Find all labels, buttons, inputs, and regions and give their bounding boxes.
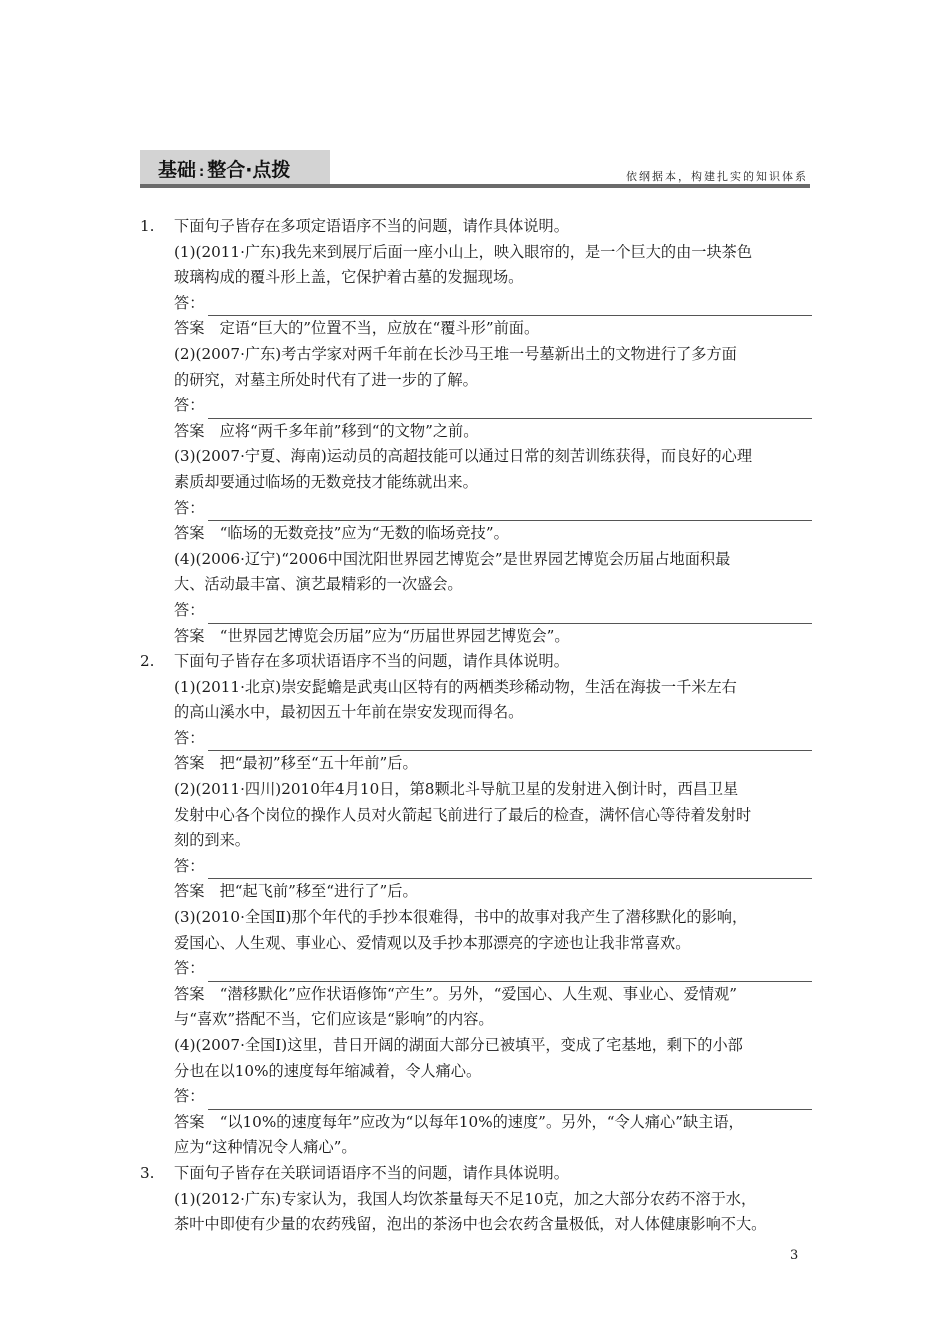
question-stem-line	[140, 214, 820, 240]
question-number: 1.	[140, 217, 155, 235]
section-tagline: 依纲据本，构建扎实的知识体系	[626, 170, 808, 183]
answer-key-line: 答案 “世界园艺博览会历届”应为“历届世界园艺博览会”。	[174, 626, 570, 645]
answer-field-row	[140, 726, 820, 752]
question-stem: 下面句子皆存在关联词语语序不当的问题，请作具体说明。	[174, 1163, 569, 1182]
answer-field-row	[140, 854, 820, 880]
answer-key-line: 答案 “以10%的速度每年”应改为“以每年10%的速度”。另外，“令人痛心”缺主语，	[174, 1112, 744, 1131]
sub-question-line: (4)(2007·全国Ⅰ)这里，昔日开阔的湖面大部分已被填平，变成了宅基地，剩下的小部	[174, 1036, 743, 1054]
answer-prompt: 答：	[174, 293, 205, 312]
section-title-part2: 整合·点拨	[207, 159, 291, 181]
answer-prompt: 答：	[174, 396, 205, 415]
answer-blank-line[interactable]	[208, 503, 812, 521]
answer-key-line: 答案 把“最初”移至“五十年前”后。	[174, 754, 418, 773]
answer-key-line: 答案 应将“两千多年前”移到“的文物”之前。	[174, 421, 479, 440]
answer-key-line: 答案 把“起飞前”移至“进行了”后。	[174, 882, 418, 901]
question-block	[140, 649, 820, 1161]
question-stem-line	[140, 1161, 820, 1187]
answer-prompt: 答：	[174, 1087, 205, 1106]
answer-blank-line[interactable]	[208, 1092, 812, 1110]
question-block	[140, 1161, 820, 1238]
question-stem-line	[140, 649, 820, 675]
answer-key-line: 答案 “临场的无数竞技”应为“无数的临场竞技”。	[174, 524, 509, 543]
exercise-content	[140, 214, 820, 1238]
section-title	[158, 155, 290, 182]
answer-blank-line[interactable]	[208, 861, 812, 879]
answer-key-line: 答案 “潜移默化”应作状语修饰“产生”。另外，“爱国心、人生观、事业心、爱情观”	[174, 984, 737, 1003]
sub-question-line: (3)(2007·宁夏、海南)运动员的高超技能可以通过日常的刻苦训练获得，而良好的心理	[174, 447, 753, 466]
answer-blank-line[interactable]	[208, 964, 812, 982]
sub-question-line: (1)(2011·北京)崇安髭蟾是武夷山区特有的两栖类珍稀动物，生活在海拔一千米左右	[174, 677, 737, 696]
sub-question-line: 的高山溪水中，最初因五十年前在崇安发现而得名。	[174, 703, 524, 722]
answer-field-row	[140, 496, 820, 522]
answer-blank-line[interactable]	[208, 606, 812, 624]
sub-question-line: (4)(2006·辽宁)“2006中国沈阳世界园艺博览会”是世界园艺博览会历届占地面积最	[174, 549, 731, 568]
answer-key-line: 与“喜欢”搭配不当，它们应该是“影响”的内容。	[174, 1010, 494, 1029]
answer-blank-line[interactable]	[208, 298, 812, 316]
answer-key-line: 答案 定语“巨大的”位置不当，应放在“覆斗形”前面。	[174, 319, 540, 338]
sub-question-line: 分也在以10%的速度每年缩减着，令人痛心。	[174, 1061, 482, 1080]
answer-blank-line[interactable]	[208, 733, 812, 751]
answer-field-row	[140, 393, 820, 419]
answer-prompt: 答：	[174, 728, 205, 747]
question-number: 2.	[140, 652, 155, 671]
sub-question-line: 的研究，对墓主所处时代有了进一步的了解。	[174, 370, 478, 389]
sub-question-line: (3)(2010·全国Ⅱ)那个年代的手抄本很难得，书中的故事对我产生了潜移默化的影响，	[174, 908, 748, 927]
sub-question-line: 发射中心各个岗位的操作人员对火箭起飞前进行了最后的检查，满怀信心等待着发射时	[174, 805, 752, 824]
answer-prompt: 答：	[174, 498, 205, 517]
question-block	[140, 214, 820, 649]
sub-question-line: 茶叶中即使有少量的农药残留，泡出的茶汤中也会农药含量极低，对人体健康影响不大。	[174, 1215, 767, 1234]
question-stem: 下面句子皆存在多项状语语序不当的问题，请作具体说明。	[174, 652, 569, 671]
answer-field-row	[140, 1084, 820, 1110]
sub-question-line: (1)(2012·广东)专家认为，我国人均饮茶量每天不足10克，加之大部分农药不溶于水，	[174, 1189, 757, 1208]
sub-question-line: 爱国心、人生观、事业心、爱情观以及手抄本那漂亮的字迹也让我非常喜欢。	[174, 933, 691, 952]
page-number: 3	[790, 1248, 799, 1263]
answer-field-row	[140, 598, 820, 624]
sub-question-line: (1)(2011·广东)我先来到展厅后面一座小山上，映入眼帘的，是一个巨大的由一块茶色	[174, 242, 753, 261]
answer-field-row	[140, 291, 820, 317]
section-title-part1: 基础	[158, 159, 197, 181]
answer-blank-line[interactable]	[208, 401, 812, 419]
answer-prompt: 答：	[174, 600, 205, 619]
sub-question-line: 玻璃构成的覆斗形上盖，它保护着古墓的发掘现场。	[174, 268, 524, 287]
sub-question-line: (2)(2011·四川)2010年4月10日，第8颗北斗导航卫星的发射进入倒计时，西昌卫星	[174, 780, 739, 799]
question-number: 3.	[140, 1163, 155, 1182]
banner-rule	[140, 184, 810, 188]
section-title-separator: :	[199, 165, 205, 180]
sub-question-line: 刻的到来。	[174, 831, 250, 850]
answer-prompt: 答：	[174, 959, 205, 978]
section-banner	[140, 150, 810, 190]
sub-question-line: 素质却要通过临场的无数竞技才能练就出来。	[174, 472, 478, 491]
answer-field-row	[140, 956, 820, 982]
sub-question-line: 大、活动最丰富、演艺最精彩的一次盛会。	[174, 575, 463, 594]
answer-key-line: 应为“这种情况令人痛心”。	[174, 1138, 357, 1157]
sub-question-line: (2)(2007·广东)考古学家对两千年前在长沙马王堆一号墓新出土的文物进行了多方面	[174, 344, 737, 363]
question-stem: 下面句子皆存在多项定语语序不当的问题，请作具体说明。	[174, 217, 569, 235]
answer-prompt: 答：	[174, 856, 205, 875]
